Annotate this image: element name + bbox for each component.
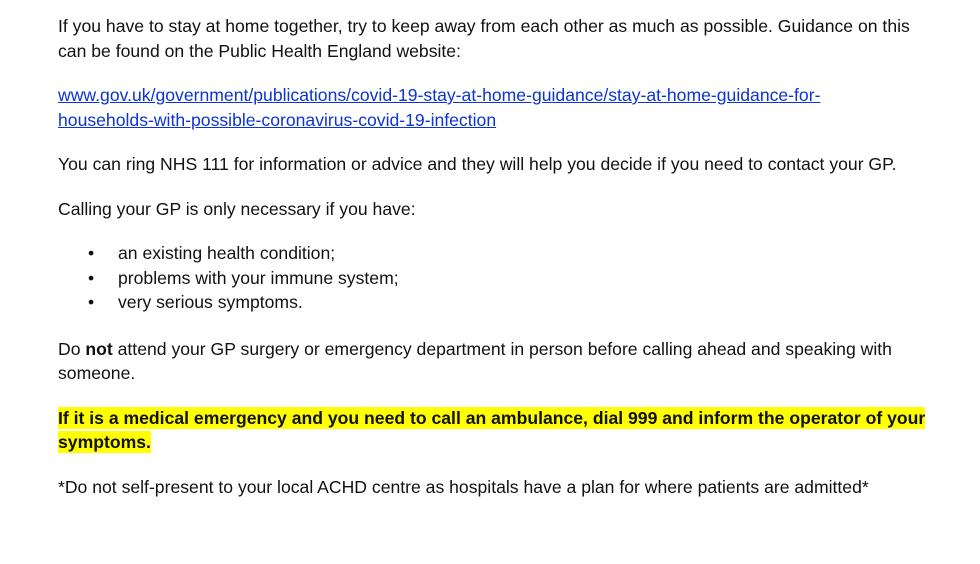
paragraph-nhs-111: You can ring NHS 111 for information or advice and they will help you decide if you need to contact your GP. xyxy=(58,154,897,174)
bullet-icon: • xyxy=(88,243,95,263)
list-item-text: problems with your immune system; xyxy=(118,267,399,288)
list-item-text: very serious symptoms. xyxy=(118,292,303,312)
do-not-prefix: Do xyxy=(58,338,86,359)
document-body xyxy=(58,14,938,499)
list-item xyxy=(58,241,938,266)
paragraph-stay-home: If you have to stay at home together, try to keep away from each other as much as possible. Guidance on this can be found on the Public Health England website: xyxy=(58,16,910,61)
paragraph-emergency xyxy=(58,406,938,455)
guidance-link-line-1: www.gov.uk/government/publications/covid-19-stay-at-home-guidance/stay-at-home-guidance-for- xyxy=(58,85,821,105)
list-item xyxy=(58,266,938,291)
guidance-link[interactable] xyxy=(58,85,820,130)
guidance-link-line-2: households-with-possible-coronavirus-covid-19-infection xyxy=(58,109,497,130)
bullet-icon: • xyxy=(88,267,95,288)
list-item xyxy=(58,290,938,315)
list-item-text: an existing health condition; xyxy=(118,243,336,263)
do-not-bold-word: not xyxy=(85,338,113,359)
do-not-rest: attend your GP surgery or emergency department in person before calling ahead and speaking with someone. xyxy=(58,338,892,383)
paragraph-do-not-attend xyxy=(58,337,938,386)
emergency-highlight-line-1: If it is a medical emergency and you need to call an ambulance, dial 999 and inform the operator of your xyxy=(58,407,926,428)
conditions-list xyxy=(58,241,938,315)
emergency-highlight-line-2: symptoms. xyxy=(58,432,151,452)
bullet-icon: • xyxy=(88,292,95,312)
paragraph-guidance-link xyxy=(58,83,938,132)
paragraph-gp-intro: Calling your GP is only necessary if you have: xyxy=(58,198,416,219)
paragraph-achd-note: *Do not self-present to your local ACHD centre as hospitals have a plan for where patients are admitted* xyxy=(58,476,869,497)
